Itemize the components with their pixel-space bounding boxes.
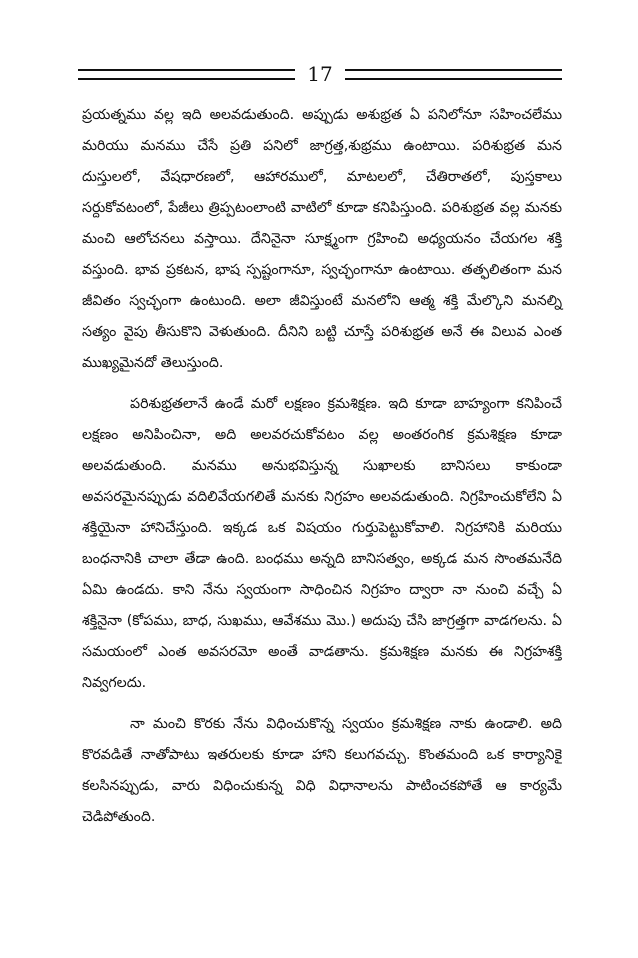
header-rule-right	[345, 69, 562, 80]
page-header	[78, 62, 562, 86]
paragraph-discipline: పరిశుభ్రతలానే ఉండే మరో లక్షణం క్రమశిక్షణ. ఇది కూడా బాహ్యంగా కనిపించే లక్షణం అనిపించినా, అది అలవరచుకోవటం వల్ల అంతరంగిక క్రమశిక్షణ కూడా అలవడుతుంది. మనము అనుభవిస్తున్న సుఖాలకు బానిసలు కాకుండా అవసరమైనప్పుడు వదిలివేయగలితే మనకు నిగ్రహం అలవడుతుంది. నిగ్రహించుకోలేని ఏ శక్తియైనా హానిచేస్తుంది. ఇక్కడ ఒక విషయం గుర్తుపెట్టుకోవాలి. నిగ్రహానికి మరియు బంధనానికి చాలా తేడా ఉంది. బంధము అన్నది బానిసత్వం, అక్కడ మన సొంతమనేది ఏమి ఉండదు. కాని నేను స్వయంగా సాధించిన నిగ్రహం ద్వారా నా నుంచి వచ్చే ఏ శక్తినైనా (కోపము, బాధ, సుఖము, ఆవేశము మొ.) అదుపు చేసి జాగ్రత్తగా వాడగలను. ఏ సమయంలో ఎంత అవసరమో అంతే వాడతాను. క్రమశిక్షణ మనకు ఈ నిగ్రహశక్తి నివ్వగలదు.	[82, 396, 562, 691]
header-rule-left	[78, 69, 295, 80]
paragraph-cleanliness: ప్రయత్నము వల్ల ఇది అలవడుతుంది. అప్పుడు అశుభ్రత ఏ పనిలోనూ సహించలేము మరియు మనము చేసే ప్రతి పనిలో జాగ్రత్త,శుభ్రము ఉంటాయి. పరిశుభ్రత మన దుస్తులలో, వేషధారణలో, ఆహారములో, మాటలలో, చేతిరాతలో, పుస్తకాలు సర్దుకోవటంలో, పేజీలు త్రిప్పటంలాంటి వాటిలో కూడా కనిపిస్తుంది. పరిశుభ్రత వల్ల మనకు మంచి ఆలోచనలు వస్తాయి. దేనినైనా సూక్ష్మంగా గ్రహించి అధ్యయనం చేయగల శక్తి వస్తుంది. భావ ప్రకటన, భాష స్పష్టంగానూ, స్వచ్ఛంగానూ ఉంటాయి. తత్ఫలితంగా మన జీవితం స్వచ్ఛంగా ఉంటుంది. అలా జీవిస్తుంటే మనలోని ఆత్మ శక్తి మేల్కొని మనల్ని సత్యం వైపు తీసుకొని వెళుతుంది. దీనిని బట్టి చూస్తే పరిశుభ్రత అనే ఈ విలువ ఎంత ముఖ్యమైనదో తెలుస్తుంది.	[82, 107, 562, 371]
paragraph-self-discipline: నా మంచి కొరకు నేను విధించుకొన్న స్వయం క్రమశిక్షణ నాకు ఉండాలి. అది కొరవడితే నాతోపాటు ఇతరులకు కూడా హాని కలుగవచ్చు. కొంతమంది ఒక కార్యానికై కలసినప్పుడు, వారు విధించుకున్న విధి విధానాలను పాటించకపోతే ఆ కార్యమే చెడిపోతుంది.	[82, 716, 562, 825]
page-number: 17	[307, 62, 333, 86]
page-body	[82, 100, 562, 833]
